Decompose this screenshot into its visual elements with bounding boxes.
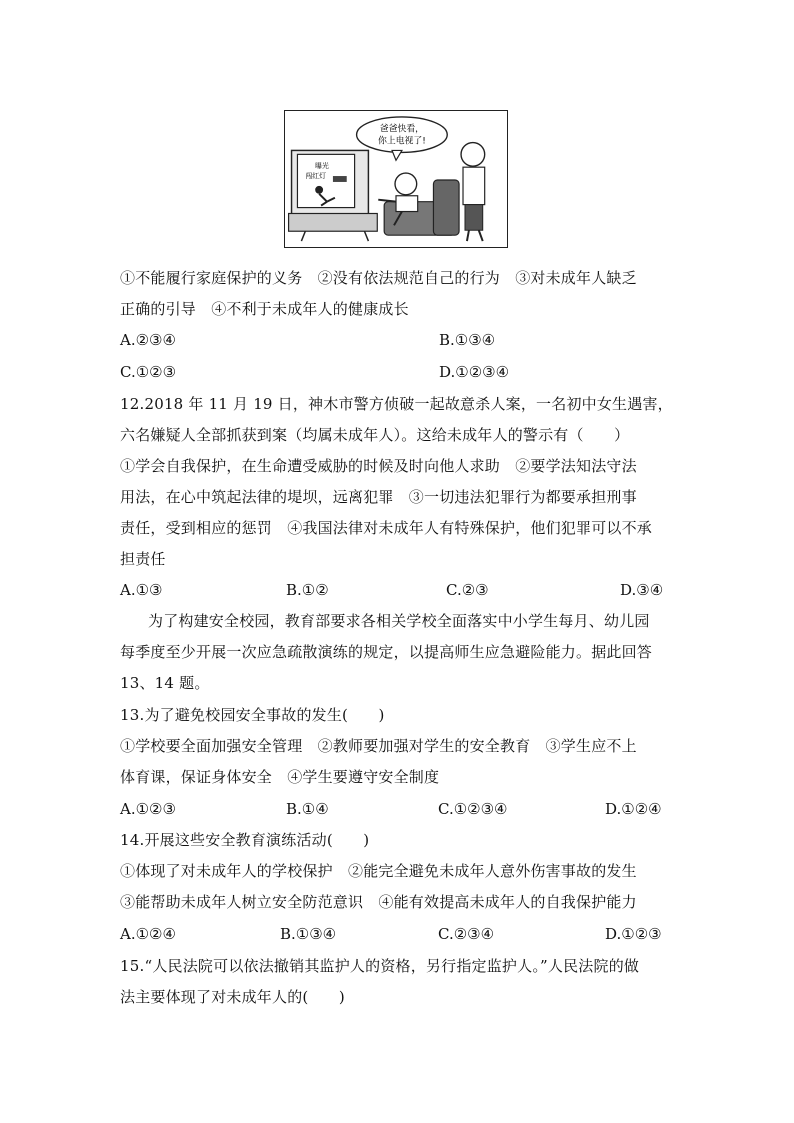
- q12-statement-line3: 责任，受到相应的惩罚 ④我国法律对未成年人有特殊保护，他们犯罪可以不承: [120, 519, 653, 537]
- q11-option-b: B.①③④: [439, 331, 496, 349]
- q12-option-a: A.①③: [120, 581, 163, 599]
- q12-statement-line1: ①学会自我保护，在生命遭受威胁的时候及时向他人求助 ②要学法知法守法: [120, 457, 637, 475]
- q13-option-a: A.①②③: [120, 800, 176, 818]
- q11-option-c: C.①②③: [120, 363, 177, 381]
- q12-option-c: C.②③: [446, 581, 489, 599]
- speech-bubble-line1: 爸爸快看，: [379, 124, 425, 135]
- q14-option-a: A.①②④: [120, 925, 176, 943]
- q12-statement-line4: 担责任: [120, 550, 166, 568]
- q11-option-a: A.②③④: [120, 331, 176, 349]
- q11-statement-line1: ①不能履行家庭保护的义务 ②没有依法规范自己的行为 ③对未成年人缺乏: [120, 269, 637, 287]
- q12-stem-line1: 12.2018 年 11 月 19 日，神木市警方侦破一起故意杀人案，一名初中女生遇害，: [120, 395, 673, 413]
- passage-line2: 每季度至少开展一次应急疏散演练的规定，以提高师生应急避险能力。据此回答: [120, 643, 653, 661]
- q13-stem: 13.为了避免校园安全事故的发生( ): [120, 706, 385, 724]
- q14-option-d: D.①②③: [605, 925, 662, 943]
- q13-statement-line1: ①学校要全面加强安全管理 ②教师要加强对学生的安全教育 ③学生应不上: [120, 737, 637, 755]
- q13-option-b: B.①④: [286, 800, 329, 818]
- passage-line1: 为了构建安全校园，教育部要求各相关学校全面落实中小学生每月、幼儿园: [148, 612, 650, 630]
- q14-statement-line2: ③能帮助未成年人树立安全防范意识 ④能有效提高未成年人的自我保护能力: [120, 893, 637, 911]
- q13-option-d: D.①②④: [605, 800, 662, 818]
- passage-line3: 13、14 题。: [120, 674, 210, 692]
- q14-option-b: B.①③④: [280, 925, 337, 943]
- q13-statement-line2: 体育课，保证身体安全 ④学生要遵守安全制度: [120, 768, 440, 786]
- q15-stem-line2: 法主要体现了对未成年人的( ): [120, 988, 345, 1006]
- speech-bubble-line2: 你上电视了!: [377, 136, 426, 147]
- tv-caption-line1: 曝光: [315, 162, 329, 171]
- q15-stem-line1: 15.“人民法院可以依法撤销其监护人的资格，另行指定监护人。”人民法院的做: [120, 957, 640, 975]
- q11-option-d: D.①②③④: [439, 363, 510, 381]
- q13-option-c: C.①②③④: [438, 800, 508, 818]
- cartoon-illustration: [284, 110, 508, 248]
- q14-option-c: C.②③④: [438, 925, 495, 943]
- q12-option-d: D.③④: [620, 581, 664, 599]
- q12-option-b: B.①②: [286, 581, 329, 599]
- tv-caption-line2: 闯红灯: [305, 172, 326, 181]
- q12-statement-line2: 用法，在心中筑起法律的堤坝，远离犯罪 ③一切违法犯罪行为都要承担刑事: [120, 488, 637, 506]
- q11-statement-line2: 正确的引导 ④不利于未成年人的健康成长: [120, 300, 409, 318]
- q12-stem-line2: 六名嫌疑人全部抓获到案（均属未成年人）。这给未成年人的警示有（ ）: [120, 426, 630, 444]
- cartoon-drawing: [285, 111, 507, 247]
- q14-stem: 14.开展这些安全教育演练活动( ): [120, 831, 370, 849]
- q14-statement-line1: ①体现了对未成年人的学校保护 ②能完全避免未成年人意外伤害事故的发生: [120, 862, 637, 880]
